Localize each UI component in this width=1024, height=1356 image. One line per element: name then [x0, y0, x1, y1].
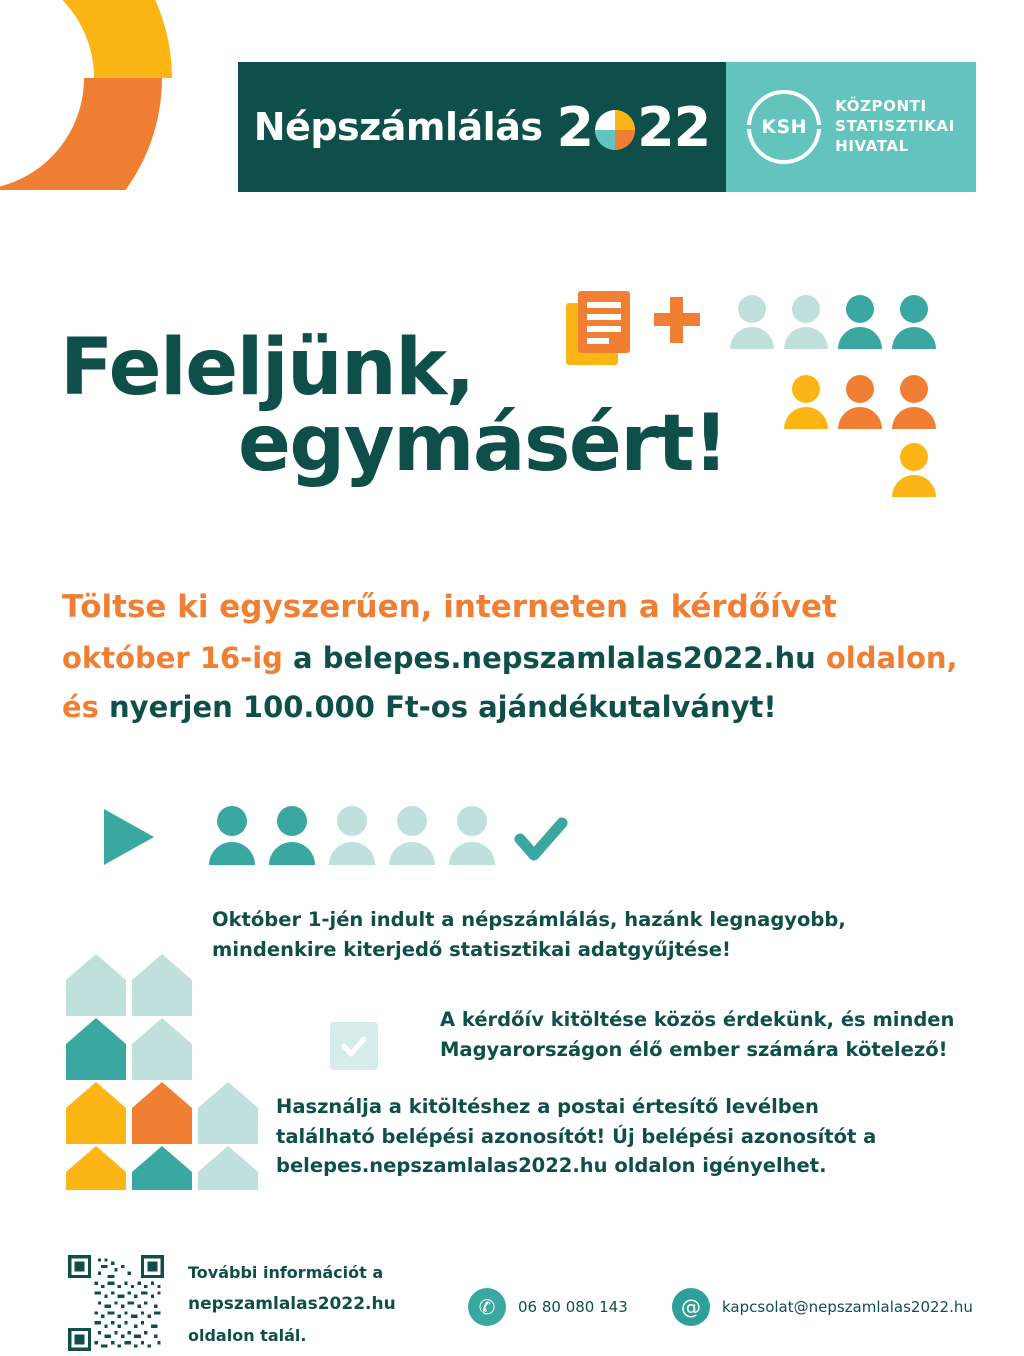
- deadline-text: október 16-ig: [62, 640, 283, 675]
- footer-info: [188, 1258, 418, 1351]
- brand-block: [238, 62, 726, 192]
- page-title: [60, 323, 780, 490]
- footer-website[interactable]: nepszamlalas2022.hu: [188, 1294, 396, 1315]
- email-address: kapcsolat@nepszamlalas2022.hu: [722, 1298, 973, 1316]
- subhead-conn-1: a: [282, 640, 323, 675]
- subhead-line-3: [62, 686, 962, 729]
- headline-line-2: egymásért!: [238, 399, 728, 490]
- ksh-mark: KSH: [747, 90, 821, 164]
- check-icon: [339, 1031, 369, 1061]
- play-icon: [104, 809, 154, 865]
- footer-info-line-1: További információt a: [188, 1263, 384, 1282]
- decorative-arc: [0, 0, 182, 190]
- subhead-line-2: [62, 637, 962, 680]
- brand-year: [556, 96, 710, 159]
- check-icon: [520, 823, 562, 855]
- subhead-conn-2: oldalon,: [815, 640, 958, 675]
- ksh-name: [835, 97, 955, 156]
- portal-url[interactable]: belepes.nepszamlalas2022.hu: [322, 640, 816, 675]
- paragraph-2: A kérdőív kitöltése közös érdekünk, és minden Magyarországon élő ember számára kötelező!: [440, 1008, 955, 1061]
- brand-year-prefix: 2: [556, 95, 594, 159]
- paragraph-3: Használja a kitöltéshez a postai értesítő levélben található belépési azonosítót! Új belépési azonosítót a belepes.nepszamlalas2022.hu oldalon igényelhet.: [276, 1095, 877, 1178]
- subheadline: [62, 585, 962, 729]
- phone-icon: ✆: [468, 1288, 506, 1326]
- headline-line-1: Feleljünk,: [60, 323, 474, 413]
- ksh-name-line3: HIVATAL: [835, 136, 909, 155]
- contact-email[interactable]: [672, 1288, 973, 1326]
- contact-phone[interactable]: [468, 1288, 628, 1326]
- footer-info-line-3: oldalon talál.: [188, 1325, 307, 1345]
- subhead-conn-3: és: [62, 689, 110, 724]
- people-row-graphic: [80, 795, 680, 885]
- houses-graphic: [62, 940, 262, 1190]
- at-icon: @: [672, 1288, 710, 1326]
- checkbox-graphic: [330, 1022, 378, 1070]
- brand-year-suffix: 22: [637, 95, 711, 159]
- subhead-line-1: Töltse ki egyszerűen, interneten a kérdőívet: [62, 589, 837, 625]
- header-bar: [238, 62, 976, 192]
- ksh-name-line2: STATISZTIKAI: [835, 117, 955, 136]
- ksh-name-line1: KÖZPONTI: [835, 97, 927, 116]
- brand-word: Népszámlálás: [253, 105, 543, 149]
- paragraph-1: Október 1-jén indult a népszámlálás, hazánk legnagyobb, mindenkire kiterjedő statisztikai adatgyűjtése!: [212, 908, 846, 961]
- pie-chart-icon: [594, 109, 636, 151]
- prize-text: nyerjen 100.000 Ft-os ajándékutalványt!: [109, 689, 777, 724]
- phone-number: 06 80 080 143: [518, 1298, 628, 1316]
- ksh-logo-block: [726, 62, 976, 192]
- qr-code[interactable]: [68, 1255, 164, 1351]
